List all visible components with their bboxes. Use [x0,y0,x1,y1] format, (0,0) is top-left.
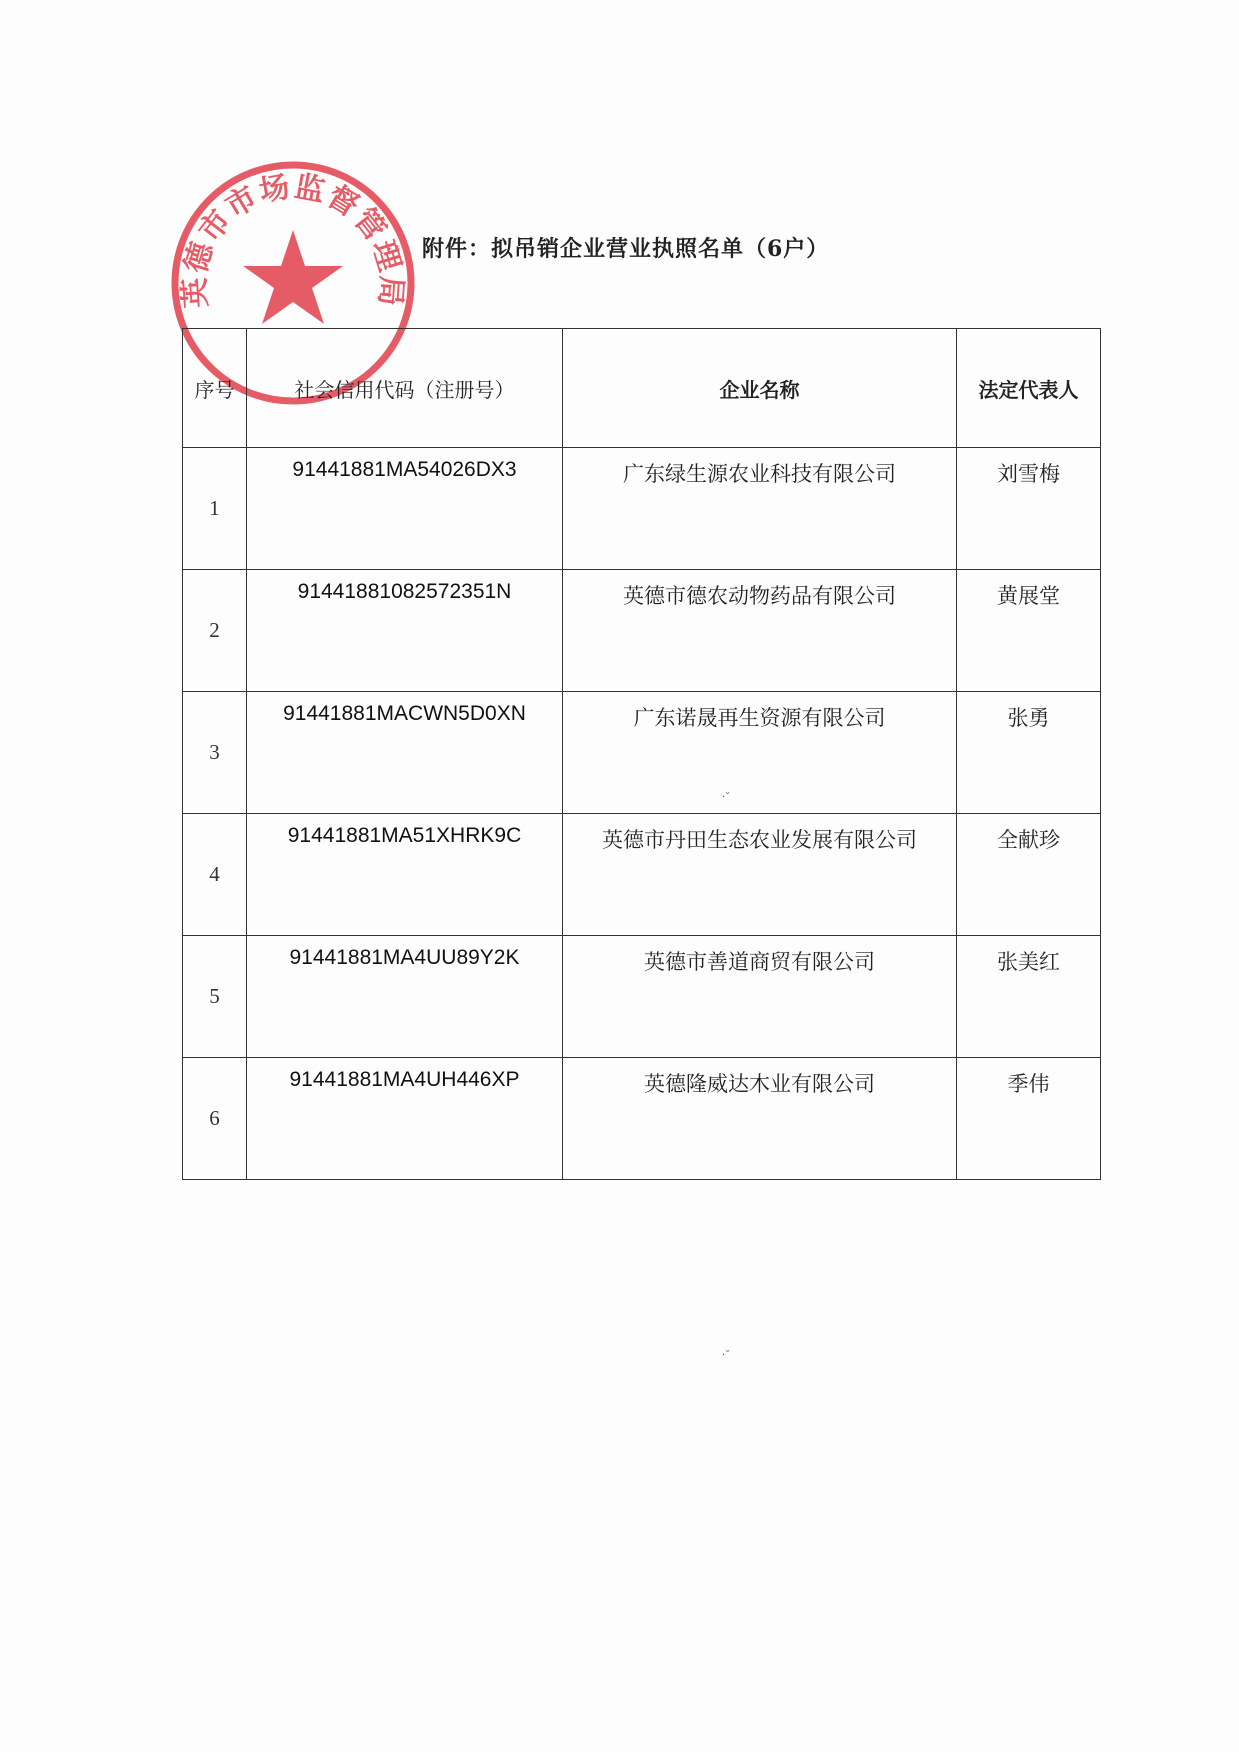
row-credit-code: 91441881MA4UH446XP [289,1068,520,1091]
row-company-name: 广东绿生源农业科技有限公司 [623,462,896,486]
scan-speck: ·˘ [722,1350,731,1361]
row-company-name: 广东诺晟再生资源有限公司 [633,706,886,730]
table-row [183,936,1101,1058]
table-header-row [183,329,1101,448]
revocation-list-table [182,328,1101,1180]
row-legal-rep: 刘雪梅 [997,462,1060,486]
seal-star-icon [243,230,343,324]
row-seq: 1 [183,448,247,570]
row-seq: 2 [183,570,247,692]
row-seq: 5 [183,936,247,1058]
row-seq: 3 [183,692,247,814]
row-company-name: 英德市德农动物药品有限公司 [623,584,896,608]
table-row [183,692,1101,814]
header-legal-rep: 法定代表人 [957,329,1101,448]
row-credit-code: 91441881MA51XHRK9C [287,824,522,847]
row-legal-rep: 季伟 [1007,1072,1050,1096]
table-row [183,448,1101,570]
document-title: 附件：拟吊销企业营业执照名单（6户） [422,236,830,262]
table-row [183,1058,1101,1180]
header-seq: 序号 [183,329,247,448]
table-row [183,814,1101,936]
row-credit-code: 91441881MA54026DX3 [292,458,517,481]
header-company-name: 企业名称 [563,329,957,448]
row-company-name: 英德隆威达木业有限公司 [644,1072,875,1096]
row-credit-code: 91441881082572351N [297,580,512,603]
table-row [183,570,1101,692]
row-credit-code: 91441881MA4UU89Y2K [289,946,520,969]
row-company-name: 英德市丹田生态农业发展有限公司 [602,828,917,852]
row-legal-rep: 张勇 [1007,706,1050,730]
row-legal-rep: 黄展堂 [997,584,1060,608]
row-credit-code: 91441881MACWN5D0XN [283,702,526,725]
row-company-name: 英德市善道商贸有限公司 [644,950,875,974]
svg-text:英德市市场监督管理局: 英德市市场监督管理局 [177,169,409,309]
header-credit-code: 社会信用代码（注册号） [247,329,563,448]
row-legal-rep: 张美红 [997,950,1060,974]
row-seq: 4 [183,814,247,936]
scan-speck: ·˘ [722,792,731,803]
row-seq: 6 [183,1058,247,1180]
row-legal-rep: 全献珍 [997,828,1060,852]
